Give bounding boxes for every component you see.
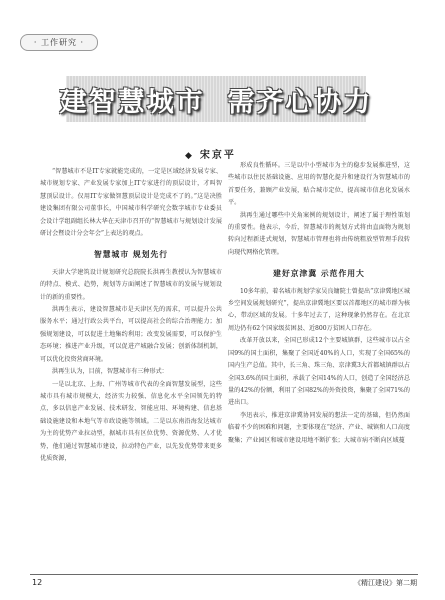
author-name: 宋京平 [199,150,236,161]
paragraph: 一是以北京、上海、广州等城市代表的全面智慧发展型，这些城市具有城市规模大，经济实力较强、信息化水平全国领先的特点，多以信息产业发展、技术研发、智能应用、环境构建、信息基础设施建设和本地气等市政设施等领域。二是以东南沿海发达城市为主的优势产业拉动型，据城市具有区位优势、资源优势、人才优势，他们通过智慧城市建设，拉动特色产业，以先发优势带来更多优质资源， [40,380,222,462]
section-tag: · 工作研究 · [20,34,98,51]
paragraph: 改革开放以来，全国已形成12个主要城镇群，这些城市以占全国9%的国土面积，集聚了全国近40%的人口，实现了全国65%的国内生产总值。其中，长三角、珠三角、京津冀3大首都城镇群以占全国3.6%的国土面积，承载了全国14%的人口，创造了全国经济总量的42%的份额，利用了全国82%的外资投资，集聚了全国71%的进出口。 [228,337,410,407]
paragraph: 形成良性循环。三是以中小型城市为主的稳步发展推进型，这些城市以住民基础设施、应用的智慧化提升和建设行为智慧城市的首要任务，兼顾产业发展，贴合城市定位，提高城市信息化发展水平。 [228,162,410,207]
paragraph: “智慧城市不是IT专家就能完成的，一定是区域经济发展专家、城市规划专家、产业发展专家加上IT专家进行的顶层设计，才叫智慧顶层设计。仅用IT专家做智慧顶层设计是完成不了的。”这是决胜建设集团有限公司董事长，中国城市科学研究会数字城市专业委员会设计学组副组长林大华在天津市召开的“智慧城市与规划设计发展研讨会暨设计分会年会”上表达的观点。 [40,168,222,238]
right-column [228,160,410,447]
subheading-planning: 智慧城市 规划先行 [93,250,169,260]
footer-divider [30,574,418,575]
issue-label: 《精江建设》第二期 [354,579,417,587]
paragraph: 10多年前，着名城市规划学家吴良镛院士曾提出“京津冀地区城乡空间发展规划研究”，提出京津冀地区要以首都地区的城市群为核心，带动区域的发展。十多年过去了，这种现象仍然存在。在北京周边仍有62个国家级贫困县、近800万贫困人口存在。 [228,287,410,332]
diamond-icon: ◆ [185,151,194,161]
subheading-jingjinji: 建好京津冀 示范作用大 [273,269,365,279]
article-title: 建智慧城市 需齐心协力 [59,86,373,118]
paragraph: 洪再生认为，目前，智慧城市有三种形式： [52,368,168,376]
paragraph: 李迅表示，推进京津冀协同发展的想法一定的基础，但仍然面临着不少的困难和问题，主要体现在“经济、产业、城镇和人口高度聚集；产业园区和城市建设用地不断扩张；大城市病不断向区域蔓 [228,411,410,444]
title-band [59,76,373,122]
author-line [185,146,236,161]
left-column [40,166,222,465]
paragraph: 天津大学建筑设计规划研究总院院长洪再生教授认为智慧城市的特点、模式、趋势，规划等方面阐述了智慧城市的发展与规划设计的新的重要性。 [40,268,222,301]
paragraph: 洪再生通过哪些中关角案例的规划设计，阐述了属于理性策划的重要性。他表示，今后，智慧城市的规划方式将由直面物为规划转向过程新进式规划，智慧城市管理也将由传统粗放型管理手段转向现代网格化管理。 [228,211,410,256]
page-number: 12 [32,578,43,587]
paragraph: 洪再生表示，建设智慧城市是天津区先的需求，可以提升公共服务水平；通过行政公共平台，可以提高社会的综合治理能力；加强规划建设，可以促进土地集约利用；改变发展需要，可以保护生态环境；推进产业升级，可以促进产城融合发展；创新体制机制，可以优化投资营商环境。 [40,306,222,363]
